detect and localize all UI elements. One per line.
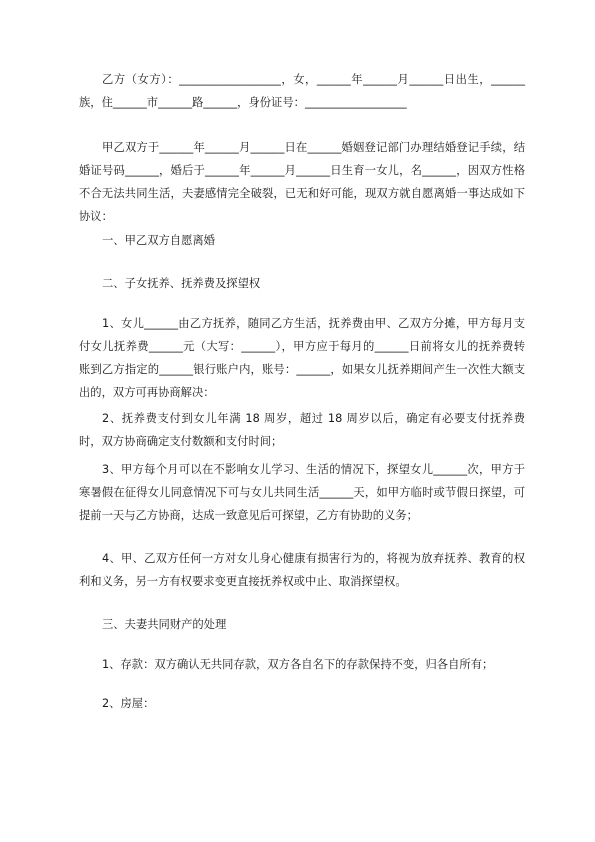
party-b-info: 乙方（女方）：__________________，女，______年______月______日出生，______族，住______市______路______，身份证号：__________________ xyxy=(79,73,525,109)
clause-2-3: 3、甲方每个月可以在不影响女儿学习、生活的情况下，探望女儿______次，甲方于寒暑假在征得女儿同意情况下可与女儿共同生活______天，如甲方临时或节假日探望，可提前一天与乙方协商，达成一致意见后可探望，乙方有协助的义务； xyxy=(79,463,525,522)
clause-3-1: 1、存款：双方确认无共同存款，双方各自名下的存款保持不变，归各自所有； xyxy=(102,658,494,671)
section-3-heading: 三、夫妻共同财产的处理 xyxy=(102,618,227,631)
clause-3-2: 2、房屋： xyxy=(102,697,155,710)
marriage-background: 甲乙双方于______年______月______日在______婚姻登记部门办理结婚登记手续，结婚证号码______，婚后于______年______月______日生育一女儿，名______，因双方性格不合无法共同生活，夫妻感情完全破裂，已无和好可能，现双方就自愿离婚一事达成如下协议： xyxy=(79,141,525,223)
clause-2-2: 2、抚养费支付到女儿年满 18 周岁，超过 18 周岁以后，确定有必要支付抚养费时，双方协商确定支付数额和支付时间； xyxy=(79,412,525,448)
clause-2-4: 4、甲、乙双方任何一方对女儿身心健康有损害行为的，将视为放弃抚养、教育的权利和义务，另一方有权要求变更直接抚养权或中止、取消探望权。 xyxy=(79,552,525,588)
section-2-heading: 二、子女抚养、抚养费及探望权 xyxy=(102,277,261,290)
clause-2-1: 1、女儿______由乙方抚养，随同乙方生活，抚养费由甲、乙双方分摊，甲方每月支付女儿抚养费______元（大写：______），甲方应于每月的______日前将女儿的抚养费转账到乙方指定的______银行账户内，账号：______，如果女儿抚养期间产生一次性大额支出的，双方可再协商解决： xyxy=(79,317,525,399)
section-1-heading: 一、甲乙双方自愿离婚 xyxy=(102,234,215,247)
